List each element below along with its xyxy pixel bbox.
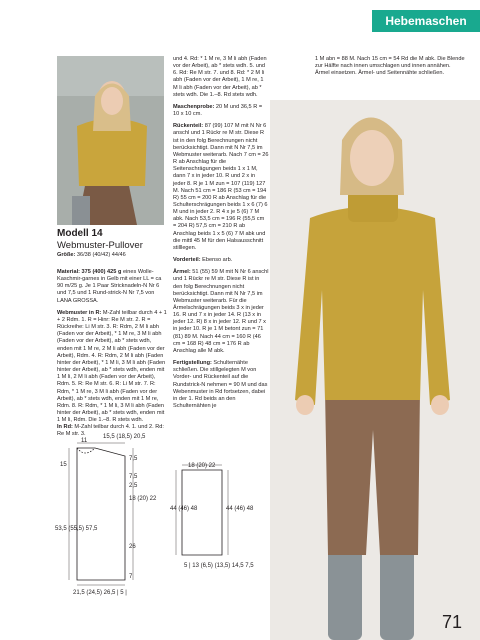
- body-right-4: 18 (20) 22: [129, 496, 157, 502]
- model-photo-small: [57, 56, 164, 225]
- sizes-value: 36/38 (40/42) 44/46: [76, 252, 126, 258]
- pattern-continued: und 4. Rd: * 1 M re, 3 M li abh (Faden vor der Arbeit), ab * stets wdh. 5. und 6. Rd: Re M str. 7. und 8. Rd: * 2 M li abh (Faden vor der Arbeit), 1 M re, 1 M li abh (Faden vor der Arbeit), ab * stets wdh. Die 1.–8. Rd stets wdh.: [173, 56, 267, 98]
- pattern-paragraph: Webmuster in R: M-Zahl teilbar durch 4 + 1 + 2 Rdm. 1. R = Hinr: Re M str. 2. R = Rückreihe: Li M str. 3. R: Rdm, 2 M li abh (Faden vor der Arbeit), * 1 M re, 3 M li abh (Faden vor der Arbeit), ab * stets wdh, enden mit 1 M re, 2 M li abh (Faden vor der Arbeit), Rdm. 4. R: Rdm, 2 M li abh (Faden hinter der Arbeit), * 1 M li, 3 M li abh (Faden hinter der Arbeit), ab * stets wdh, enden mit 1 M li, 2 M li abh (Faden vor der Arbeit), Rdm. 5. R: Re M str. 6. R: Li M str. 7. R: Rdm, * 1 M re, 3 M li abh (Faden vor der Arbeit), ab * stets wdh, enden mit 1 M re, Rdm. 8. R: Rdm, * 1 M li, 3 M li abh (Faden hinter der Arbeit), ab * stets wdh, enden mit 1 M li, Rdm. Die 1.–8. R stets wdh.: [57, 309, 167, 424]
- sleeve-left-height: 44 (46) 48: [170, 506, 198, 512]
- model-photo-main: [270, 100, 480, 640]
- sleeve-right-height: 44 (46) 48: [226, 506, 254, 512]
- standing-model-illustration: [270, 100, 480, 640]
- model-title-block: [57, 228, 177, 259]
- body-left-total: 53,5 (55,5) 57,5: [55, 526, 98, 532]
- body-right-5: 26: [129, 544, 136, 550]
- sleeve-schematic: [170, 455, 255, 585]
- sleeve-bottom-labels: 5 | 13 (6,5) (13,5) 14,5 7,5: [184, 563, 254, 569]
- finishing-continued: 1 M abn = 88 M. Nach 15 cm = 54 Rd die M abk. Die Blende zur Hälfte nach innen umschlagen und innen annähen. Ärmel einsetzen. Ärmel- und Seitennähte schließen.: [315, 56, 465, 77]
- material-paragraph: Material: 375 (400) 425 g eines Wolle-Kaschmir-garnes in Gelb mit einer LL = ca 90 m/25 g. Je 1 Paar Stricknadeln-N Nr 6 und 7,5 und 1 Rund-strick-N Nr 7,5 von LANA GROSSA.: [57, 269, 162, 304]
- right-text-column: [315, 56, 465, 82]
- gauge-paragraph: Maschenprobe: 20 M und 36,5 R = 10 x 10 cm.: [173, 103, 263, 118]
- body-right-6: 7: [129, 574, 133, 580]
- front-paragraph: Vorderteil: Ebenso arb.: [173, 257, 233, 264]
- body-shoulder-label: 11: [81, 438, 88, 444]
- model-number: Modell 14: [57, 228, 103, 239]
- model-name: Webmuster-Pullover: [57, 240, 143, 251]
- body-right-1: 7,5: [129, 456, 138, 462]
- section-tab: Hebemaschen: [372, 10, 480, 32]
- body-right-3: 2,5: [129, 483, 138, 489]
- sleeve-paragraph: Ärmel: 51 (55) 59 M mit N Nr 6 anschl und 1 Rückr re M str. Diese R ist in den folg Berechnungen nicht berücksichtigt. Dann mit N Nr 7,5 im Webmuster weiterarb. Für die Ärmelschrägungen beids 3 x in jeder 16. R und 7 x in jeder 14. R (13 x in jeder 12. R) 8 x in jeder 12. R und 7 x in jeder 10. R je 1 M betont zun = 71 (81) 89 M. Nach 44 cm = 160 R (46 cm = 168 R) 48 cm = 176 R ab Anschlag alle M abk.: [173, 269, 269, 354]
- body-top-width: 15,5 (18,5) 20,5: [103, 434, 146, 440]
- middle-text-column: [173, 56, 269, 415]
- seated-model-illustration: [57, 56, 164, 225]
- sizes-label: Größe:: [57, 252, 76, 258]
- body-schematic: [55, 430, 165, 600]
- page-number: 71: [441, 612, 462, 632]
- left-text-column: [57, 269, 167, 444]
- body-right-2: 7,5: [129, 474, 138, 480]
- back-paragraph: Rückenteil: 87 (99) 107 M mit N Nr 6 anschl und 1 Rückr re M str. Diese R ist in den folg Berechnungen nicht berücksichtigt. Dann mit N Nr 7,5 im Webmuster weiterarb. Nach 7 cm = 26 R ab Anschlag für die Seitenschrägungen beids 1 x 1 M, dann 7 x in jeder 10. R und 2 x in jeder 8. R je 1 M zun = 107 (119) 127 M. Nach 51 cm = 186 R (53 cm = 194 R) 55 cm = 200 R ab Anschlag für die Schulterschrägungen beids 1 x 6 (7) 6 M und in jeder 2. R 4 x je 5 (6) 7 M abk. Nach 53,5 cm = 196 R (55,5 cm = 204 R) 57,5 cm = 210 R ab Anschlag beids 1 x 5 (6) 7 M abk und die mittl 45 M für den Halsausschnitt stilllegen.: [173, 123, 269, 251]
- round-pattern-paragraph: In Rd: M-Zahl teilbar durch 4. 1. und 2. Rd: Re M str. 3.: [57, 424, 164, 438]
- body-left-upper: 15: [60, 462, 67, 468]
- sleeve-top-width: 18 (20) 22: [188, 463, 216, 469]
- body-bottom-width: 21,5 (24,5) 26,5 | 5 |: [73, 590, 127, 596]
- finishing-paragraph: Fertigstellung: Schulternähte schließen. Die stillgelegten M von Vorder- und Rückenteil auf die Rundstrick-N nehmen = 90 M und das Webenmuster in Rd fortsetzen, dabei in der 1. Rd beids an den Schulternähten je: [173, 360, 268, 410]
